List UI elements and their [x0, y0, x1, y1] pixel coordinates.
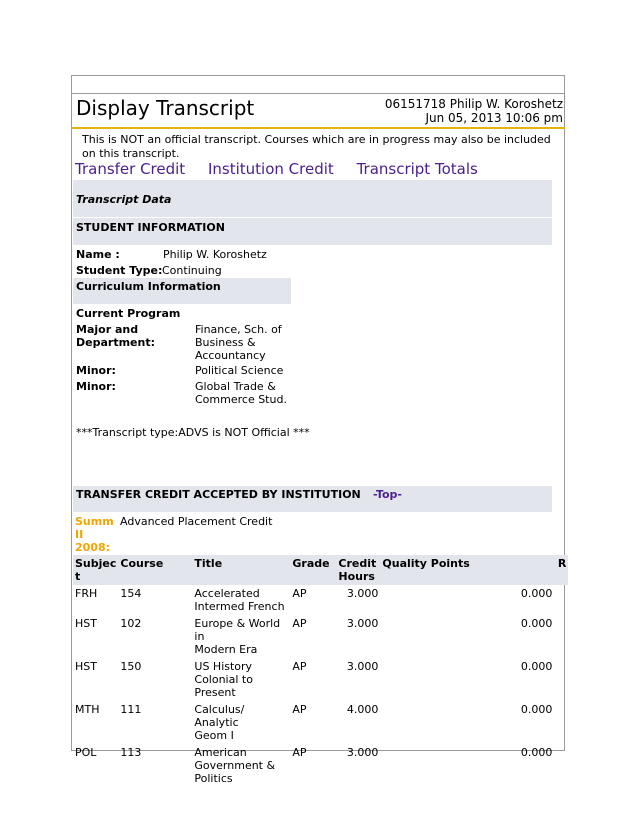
table-row: HST 150 US History Colonial to Present AP 3.000 0.000 — [75, 660, 553, 699]
table-row: HST 102 Europe & World in Modern Era AP 3.000 0.000 — [75, 617, 553, 656]
transcript-data-label: Transcript Data — [76, 193, 172, 206]
term-line2: II — [75, 528, 84, 541]
table-header-row — [73, 555, 568, 585]
col-subject: Subjec t — [75, 557, 117, 583]
student-type-label: Student Type: — [76, 264, 163, 277]
name-label: Name : — [76, 248, 120, 261]
transfer-heading: TRANSFER CREDIT ACCEPTED BY INSTITUTION — [76, 488, 361, 501]
section-links — [75, 160, 496, 178]
major-value-line1: Finance, Sch. of — [195, 323, 282, 336]
col-credit-hours: Credit Hours — [336, 555, 380, 585]
top-link[interactable]: -Top- — [373, 488, 402, 501]
minor2-value-line1: Global Trade & — [195, 380, 276, 393]
timestamp: Jun 05, 2013 10:06 pm — [425, 111, 563, 125]
transcript-type-note: ***Transcript type:ADVS is NOT Official *** — [76, 426, 310, 439]
link-transcript-totals[interactable]: Transcript Totals — [356, 160, 478, 178]
minor2-value-line2: Commerce Stud. — [195, 393, 287, 406]
student-info-heading: STUDENT INFORMATION — [76, 221, 225, 234]
link-institution-credit[interactable]: Institution Credit — [207, 160, 334, 178]
user-info — [385, 97, 563, 125]
term-line3: 2008: — [75, 541, 111, 554]
current-program-label: Current Program — [76, 307, 181, 320]
term-line1: Summ — [75, 515, 114, 528]
name-value: Philip W. Koroshetz — [163, 248, 267, 261]
table-row: POL 113 American Government & Politics AP 3.000 0.000 — [75, 746, 553, 785]
table-row: MTH 111 Calculus/ Analytic Geom I AP 4.000 0.000 — [75, 703, 553, 742]
top-strip — [71, 75, 565, 94]
page-title: Display Transcript — [76, 96, 255, 120]
header-divider — [71, 127, 565, 129]
minor1-value: Political Science — [195, 364, 284, 377]
minor1-label: Minor: — [76, 364, 116, 377]
transfer-source: Advanced Placement Credit — [120, 515, 273, 528]
col-course: Course — [118, 555, 192, 585]
col-title: Title — [192, 555, 290, 585]
col-grade: Grade — [290, 555, 336, 585]
user-id-name: 06151718 Philip W. Koroshetz — [384, 97, 563, 111]
major-label-line1: Major and — [76, 323, 139, 336]
transfer-course-table — [73, 555, 568, 787]
col-quality-points: Quality Points — [380, 555, 554, 585]
minor2-label: Minor: — [76, 380, 116, 393]
table-row: FRH 154 Accelerated Intermed French AP 3.000 0.000 — [75, 587, 553, 613]
major-label-line2: Department: — [76, 336, 155, 349]
col-r: R — [554, 555, 568, 585]
curriculum-heading: Curriculum Information — [76, 280, 221, 293]
major-value-line3: Accountancy — [195, 349, 266, 362]
link-transfer-credit[interactable]: Transfer Credit — [75, 160, 186, 178]
major-value-line2: Business & — [195, 336, 256, 349]
term-label — [75, 515, 114, 554]
unofficial-notice: This is NOT an official transcript. Courses which are in progress may also be included on this transcript. — [82, 133, 551, 160]
student-type-value: Continuing — [162, 264, 222, 277]
